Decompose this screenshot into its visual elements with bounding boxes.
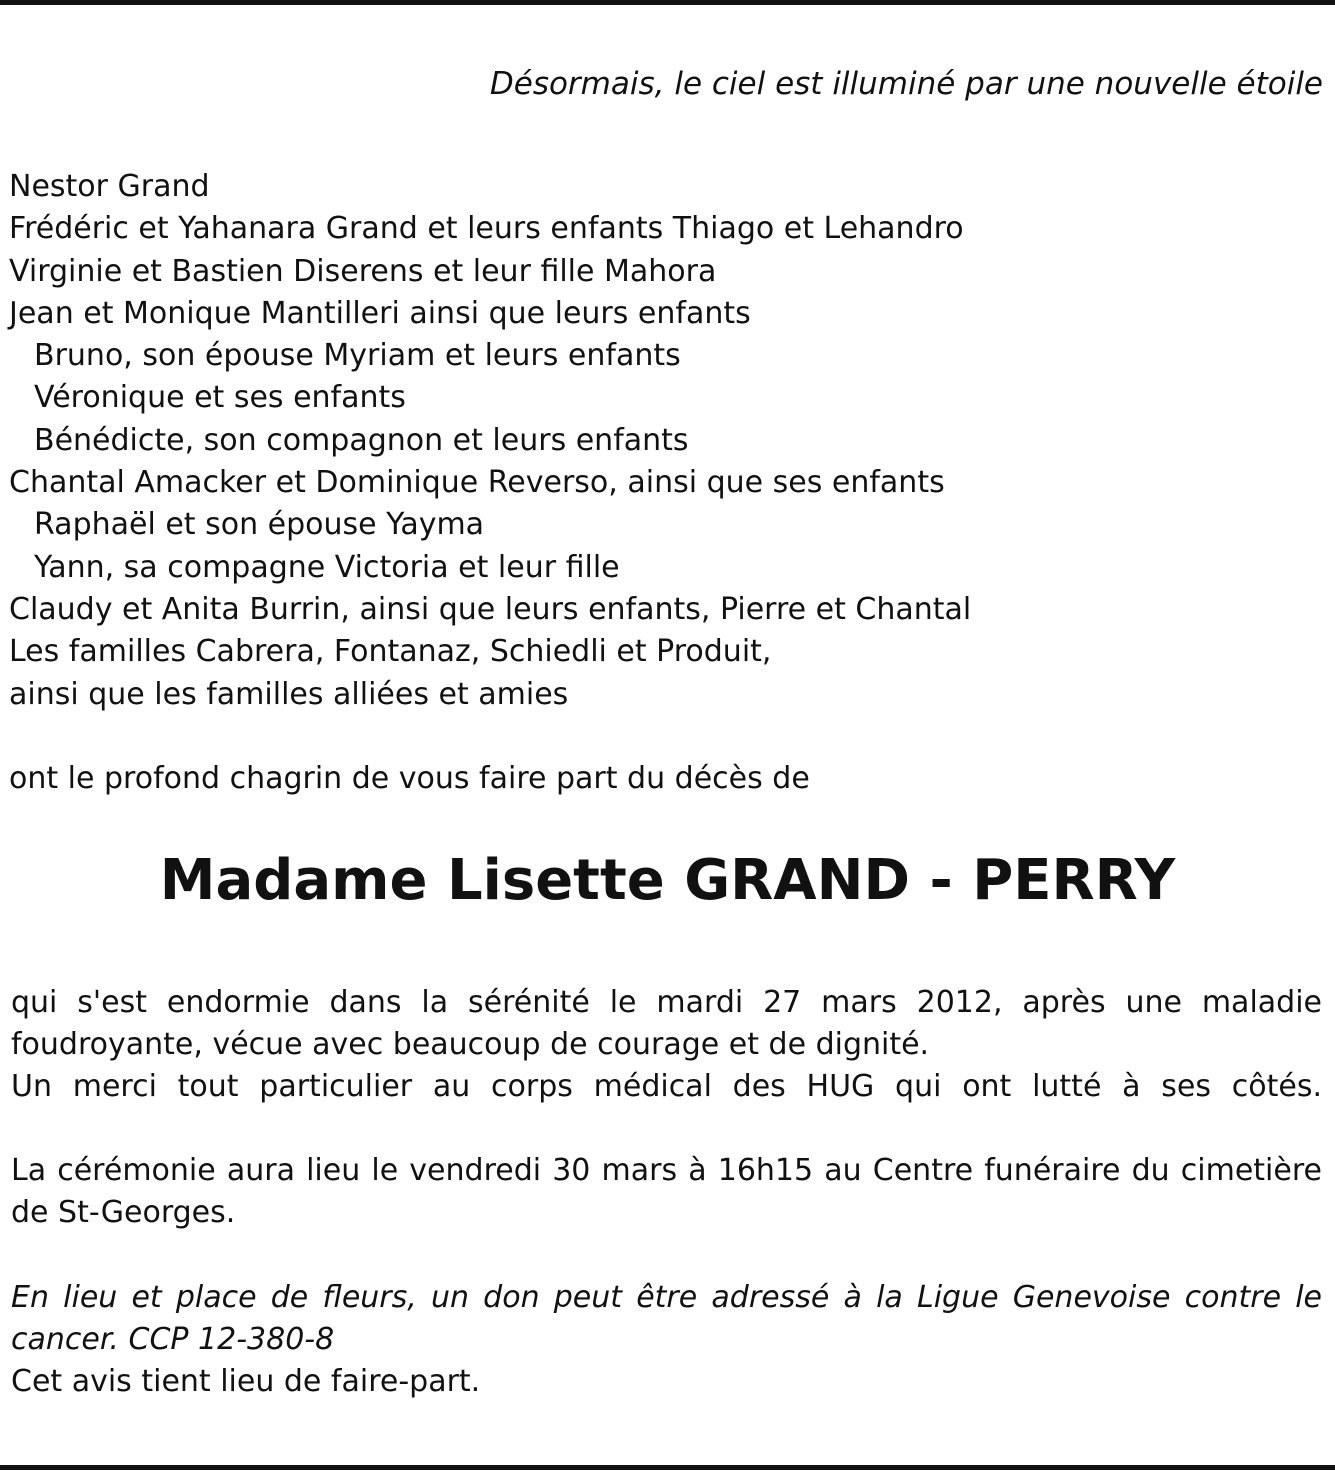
family-line-indented: Véronique et ses enfants [34, 380, 406, 416]
family-line-indented: Yann, sa compagne Victoria et leur fille [34, 549, 620, 585]
family-line: Chantal Amacker et Dominique Reverso, ainsi que ses enfants [9, 465, 945, 501]
family-line: Jean et Monique Mantilleri ainsi que leurs enfants [9, 295, 751, 331]
family-line: ainsi que les familles alliées et amies [9, 676, 569, 712]
donation-paragraph: En lieu et place de fleurs, un don peut être adressé à la Ligue Genevoise contre le cancer. CCP 12-380-8 [11, 1280, 1322, 1357]
announcement-line: ont le profond chagrin de vous faire part du décès de [9, 761, 810, 796]
bottom-rule [0, 1465, 1335, 1470]
thanks-paragraph: Un merci tout particulier au corps médical des HUG qui ont lutté à ses côtés. [11, 1069, 1322, 1104]
family-line-indented: Raphaël et son épouse Yayma [34, 507, 485, 543]
family-line: Nestor Grand [9, 169, 210, 204]
epigraph: Désormais, le ciel est illuminé par une nouvelle étoile [489, 66, 1323, 102]
family-line: Claudy et Anita Burrin, ainsi que leurs enfants, Pierre et Chantal [9, 591, 972, 627]
deceased-name: Madame Lisette GRAND - PERRY [159, 848, 1176, 913]
family-line: Frédéric et Yahanara Grand et leurs enfants Thiago et Lehandro [9, 211, 964, 247]
family-line: Les familles Cabrera, Fontanaz, Schiedli et Produit, [9, 634, 772, 670]
family-line: Virginie et Bastien Diserens et leur fille Mahora [9, 253, 717, 289]
top-rule [0, 0, 1335, 5]
notice-paragraph: Cet avis tient lieu de faire-part. [11, 1364, 481, 1399]
family-line-indented: Bénédicte, son compagnon et leurs enfants [34, 422, 689, 458]
family-line-indented: Bruno, son épouse Myriam et leurs enfants [34, 338, 681, 374]
passing-paragraph: qui s'est endormie dans la sérénité le mardi 27 mars 2012, après une maladie foudroyante, vécue avec beaucoup de courage et de dignité. [11, 985, 1322, 1062]
family-list [9, 166, 971, 716]
ceremony-paragraph: La cérémonie aura lieu le vendredi 30 mars à 16h15 au Centre funéraire du cimetière de St-Georges. [11, 1153, 1322, 1230]
